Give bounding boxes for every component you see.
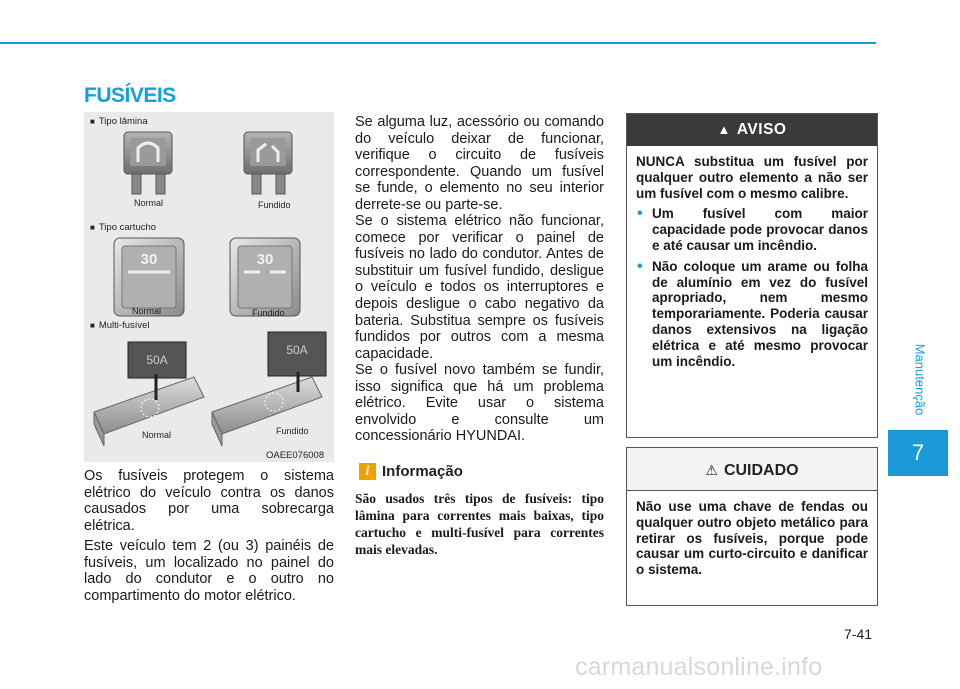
- info-header: [359, 463, 463, 480]
- figure-label-cartridge-normal: Normal: [132, 306, 162, 316]
- warning-body: [627, 146, 877, 369]
- figure-label-blade-normal: Normal: [134, 198, 164, 208]
- figure-label-multi-blown: Fundido: [276, 426, 309, 436]
- warning-header: [627, 114, 877, 146]
- caution-title: CUIDADO: [723, 462, 799, 479]
- figure-section-cartridge: ■ Tipo cartucho: [90, 222, 156, 233]
- chapter-number-tab: 7: [888, 430, 948, 476]
- figure-section-multi: ■ Multi-fusível: [90, 320, 150, 331]
- blade-fuse-normal-icon: [124, 132, 172, 194]
- cartridge-fuse-normal-icon: [114, 238, 184, 316]
- caution-box: [626, 447, 878, 606]
- warning-bullet-1: • Um fusível com maior capacidade pode provocar danos e até causar um incêndio.: [636, 206, 868, 253]
- figure-label-blade-blown: Fundido: [258, 200, 291, 210]
- svg-text:50A: 50A: [286, 343, 308, 357]
- warning-intro: NUNCA substitua um fusível por qualquer outro elemento a não ser um fusível com o mesmo calibre.: [636, 154, 868, 201]
- fuse-illustration: [84, 112, 334, 462]
- warning-bullet-2: • Não coloque um arame ou folha de alumínio em vez do fusível apropriado, nem mesmo temporariamente. Poderia causar danos extensivos na ligação elétrica e até mesmo provocar um incêndio.: [636, 259, 868, 370]
- blade-fuse-blown-icon: [244, 132, 292, 194]
- left-paragraph-1: Os fusíveis protegem o sistema elétrico do veículo contra os danos causados por uma sobrecarga elétrica.: [84, 468, 334, 534]
- left-paragraph-2: Este veículo tem 2 (ou 3) painéis de fusíveis, um localizado no painel do lado do condutor e o outro no compartimento do motor elétrico.: [84, 538, 334, 604]
- top-rule: [0, 42, 876, 44]
- figure-section-blade: ■ Tipo lâmina: [90, 116, 148, 127]
- info-text: São usados três tipos de fusíveis: tipo lâmina para correntes mais baixas, tipo cartucho e multi-fusível para correntes mais elevadas.: [355, 491, 604, 557]
- warning-triangle-icon: ▲: [717, 122, 731, 137]
- page-title: FUSÍVEIS: [84, 84, 176, 107]
- caution-triangle-icon: ⚠: [705, 462, 718, 478]
- multi-fuse-blown-icon: [212, 332, 326, 446]
- chapter-label: Manutenção: [912, 343, 928, 416]
- cartridge-fuse-blown-icon: [230, 238, 300, 316]
- info-title: Informação: [382, 463, 463, 480]
- middle-paragraph-2: Se o sistema elétrico não funcionar, comece por verificar o painel de fusíveis no lado do condutor. Antes de substituir um fusível fundido, desligue o veículo e todos os interruptores e depois desligue o cabo negativo da bateria. Substitua sempre os fusíveis fundidos por outros com a mesma capacidade.: [355, 213, 604, 362]
- figure-label-multi-normal: Normal: [142, 430, 172, 440]
- caution-text: Não use uma chave de fendas ou qualquer outro objeto metálico para retirar os fusíveis, porque pode causar um curto-circuito e danificar o sistema.: [636, 499, 868, 578]
- middle-paragraph-1: Se alguma luz, acessório ou comando do veículo deixar de funcionar, verifique o circuito de fusíveis correspondente. Quando um fusível se funde, o elemento no seu interior derrete-se ou parte-se.: [355, 114, 604, 213]
- warning-box: [626, 113, 878, 438]
- page-number: 7-41: [844, 626, 873, 642]
- caution-header: [627, 448, 877, 491]
- watermark: carmanualsonline.info: [575, 653, 823, 681]
- fuse-figure: [84, 112, 334, 462]
- warning-title: AVISO: [736, 121, 787, 138]
- figure-code: OAEE076008: [266, 450, 325, 461]
- figure-label-cartridge-blown: Fundido: [252, 308, 285, 318]
- svg-text:30: 30: [256, 251, 274, 268]
- svg-text:30: 30: [140, 251, 158, 268]
- svg-text:50A: 50A: [146, 353, 168, 367]
- chapter-side-label: [897, 340, 937, 430]
- middle-paragraph-3: Se o fusível novo também se fundir, isso significa que há um problema elétrico. Evite usar o sistema envolvido e consulte um concessionário HYUNDAI.: [355, 362, 604, 445]
- info-icon: i: [359, 463, 376, 480]
- warning-list: [636, 206, 868, 369]
